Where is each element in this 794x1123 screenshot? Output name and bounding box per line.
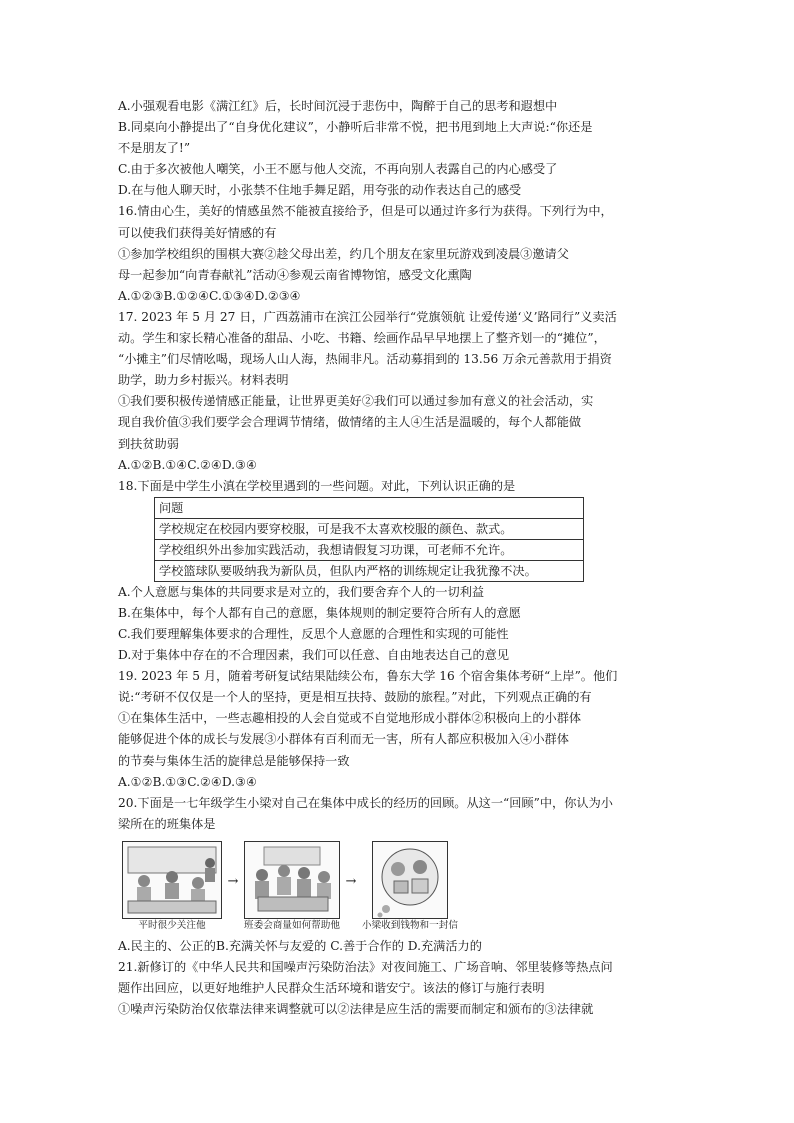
q17-options: A.①②B.①④C.②④D.③④: [118, 457, 257, 472]
q17-line: “小摊主”们尽情吆喝，现场人山人海，热闹非凡。活动募捐到的 13.56 万余元善款用于捐资: [118, 352, 612, 367]
q19-line: 19. 2023 年 5 月，随着考研复试结果陆续公布，鲁东大学 16 个宿舍集体考研“上岸”。他们: [118, 669, 618, 684]
question-17: [118, 307, 684, 476]
q16-line: ①参加学校组织的围棋大赛②趁父母出差，约几个朋友在家里玩游戏到凌晨③邀请父: [118, 246, 569, 261]
q15-option-d: D.在与他人聊天时，小张禁不住地手舞足蹈，用夸张的动作表达自己的感受: [118, 183, 522, 198]
q15-options: [118, 96, 684, 201]
q20-line: 20.下面是一七年级学生小梁对自己在集体中成长的经历的回顾。从这一“回顾”中，你认为小: [118, 795, 613, 810]
question-19: [118, 666, 684, 793]
q18-problem-table: [154, 497, 584, 582]
q18-option-c: C.我们要理解集体要求的合理性，反思个人意愿的合理性和实现的可能性: [118, 626, 509, 641]
q17-line: 助学，助力乡村振兴。材料表明: [118, 373, 289, 388]
q17-line: 到扶贫助弱: [118, 436, 179, 451]
q15-option-c: C.由于多次被他人嘲笑，小王不愿与他人交流，不再向别人表露自己的内心感受了: [118, 162, 558, 177]
question-18: [118, 476, 684, 666]
q17-line: 现自我价值③我们要学会合理调节情绪，做情绪的主人④生活是温暖的，每个人都能做: [118, 415, 582, 430]
comic-panel-1: [122, 841, 222, 933]
q17-line: 动。学生和家长精心准备的甜品、小吃、书籍、绘画作品早早地摆上了整齐划一的“摊位”，: [118, 331, 606, 346]
q20-comic-strip: [122, 841, 684, 936]
q15-option-a: A.小强观看电影《满江红》后，长时间沉浸于悲伤中，陶醉于自己的思考和遐想中: [118, 99, 558, 113]
q19-line: 说:“考研不仅仅是一个人的坚持，更是相互扶持、鼓励的旅程。”对此，下列观点正确的有: [118, 690, 592, 705]
q16-line: 母一起参加“向青春献礼”活动④参观云南省博物馆，感受文化熏陶: [118, 267, 472, 282]
q15-option-b-cont: 不是朋友了!”: [118, 141, 191, 156]
q19-options: A.①②B.①③C.②④D.③④: [118, 774, 257, 789]
table-header-cell: 问题: [155, 497, 584, 518]
classroom-illustration: [122, 841, 222, 919]
q20-line: 梁所在的班集体是: [118, 816, 216, 831]
q15-option-b: B.同桌向小静提出了“自身优化建议”，小静听后非常不悦，把书甩到地上大声说:“你还是: [118, 120, 593, 135]
table-row: 学校规定在校园内要穿校服，可是我不太喜欢校服的颜色、款式。: [155, 518, 584, 539]
q16-line: 16.情由心生，美好的情感虽然不能被直接给予，但是可以通过许多行为获得。下列行为中，: [118, 204, 613, 219]
meeting-illustration: [244, 841, 340, 919]
q16-line: 可以使我们获得美好情感的有: [118, 225, 277, 240]
arrow-right-icon: →: [227, 873, 239, 889]
comic-caption: 班委会商量如何帮助他: [244, 919, 340, 931]
table-row: 学校组织外出参加实践活动，我想请假复习功课，可老师不允许。: [155, 539, 584, 560]
q21-line: ①噪声污染防治仅依靠法律来调整就可以②法律是应生活的需要而制定和颁布的③法律就: [118, 1002, 594, 1017]
exam-page: [118, 96, 684, 1020]
q18-stem: 18.下面是中学生小滇在学校里遇到的一些问题。对此，下列认识正确的是: [118, 478, 516, 493]
q19-line: ①在集体生活中，一些志趣相投的人会自觉或不自觉地形成小群体②积极向上的小群体: [118, 711, 582, 726]
q17-line: 17. 2023 年 5 月 27 日，广西荔浦市在滨江公园举行“党旗领航 让爱传递‘义’路同行”义卖活: [118, 309, 617, 324]
q18-option-b: B.在集体中，每个人都有自己的意愿，集体规则的制定要符合所有人的意愿: [118, 605, 521, 620]
question-21: [118, 957, 684, 1020]
thought-bubble-illustration: [372, 841, 448, 919]
q19-line: 的节奏与集体生活的旋律总是能够保持一致: [118, 753, 350, 768]
q21-line: 21.新修订的《中华人民共和国噪声污染防治法》对夜间施工、广场音响、邻里装修等热点问: [118, 960, 613, 974]
comic-caption: 小梁收到钱物和一封信: [362, 919, 458, 931]
q21-line: 题作出回应，以更好地维护人民群众生活环境和谐安宁。该法的修订与施行表明: [118, 981, 545, 996]
q17-line: ①我们要积极传递情感正能量，让世界更美好②我们可以通过参加有意义的社会活动，实: [118, 394, 594, 409]
comic-panel-2: [244, 841, 340, 933]
arrow-right-icon: →: [345, 873, 357, 889]
q18-option-a: A.个人意愿与集体的共同要求是对立的，我们要舍弃个人的一切利益: [118, 584, 485, 599]
q16-options: A.①②③B.①②④C.①③④D.②③④: [118, 288, 301, 303]
comic-panel-3: [362, 841, 458, 933]
q19-line: 能够促进个体的成长与发展③小群体有百利而无一害，所有人都应积极加入④小群体: [118, 732, 569, 747]
comic-caption: 平时很少关注他: [138, 919, 206, 931]
table-row: 学校篮球队要吸纳我为新队员，但队内严格的训练规定让我犹豫不决。: [155, 560, 584, 581]
question-16: [118, 201, 684, 306]
q18-option-d: D.对于集体中存在的不合理因素，我们可以任意、自由地表达自己的意见: [118, 648, 510, 663]
q20-options: A.民主的、公正的B.充满关怀与友爱的 C.善于合作的 D.充满活力的: [118, 938, 482, 953]
question-20: [118, 793, 684, 957]
